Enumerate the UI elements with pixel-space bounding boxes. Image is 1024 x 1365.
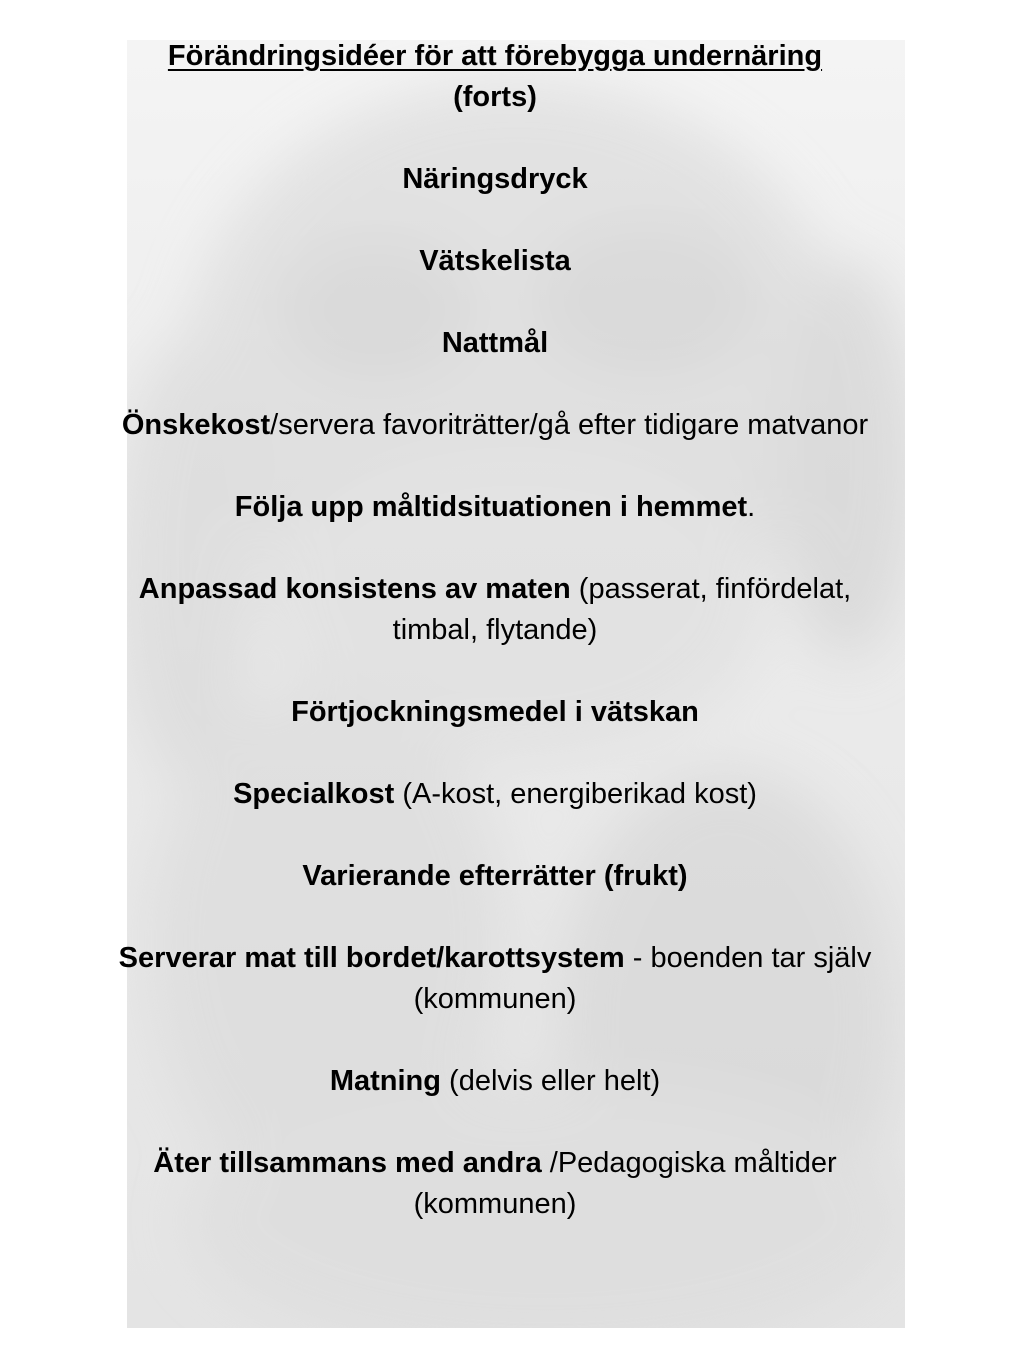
list-item xyxy=(100,323,890,364)
item-text: /Pedagogiska måltider (kommunen) xyxy=(413,1147,837,1220)
list-item xyxy=(100,774,890,815)
item-bold-text: Anpassad konsistens av maten xyxy=(138,573,571,605)
list-item xyxy=(100,692,890,733)
item-bold-text: Äter tillsammans med andra xyxy=(153,1147,542,1179)
list-item xyxy=(100,1061,890,1102)
item-text: (delvis eller helt) xyxy=(440,1065,661,1097)
item-bold-text: Näringsdryck xyxy=(402,163,588,195)
item-bold-text: Matning xyxy=(329,1065,441,1097)
list-item xyxy=(100,405,890,446)
item-text: (A-kost, energiberikad kost) xyxy=(394,778,757,810)
item-bold-text: Specialkost xyxy=(233,778,395,810)
item-bold-text: Nattmål xyxy=(441,327,549,359)
item-text: (passerat, finfördelat, timbal, flytande) xyxy=(392,573,852,646)
list-item xyxy=(100,938,890,1020)
item-text: . xyxy=(747,491,756,523)
title-line-2: (forts) xyxy=(453,81,537,113)
item-bold-text: Varierande efterrätter (frukt) xyxy=(302,860,688,892)
content-block xyxy=(100,36,890,1225)
list-item xyxy=(100,856,890,897)
item-text: /servera favoriträtter/gå efter tidigare matvanor xyxy=(270,409,869,441)
list-item xyxy=(100,487,890,528)
list-item xyxy=(100,241,890,282)
item-bold-text: Vätskelista xyxy=(419,245,571,277)
title-line-1: Förändringsidéer för att förebygga undernäring xyxy=(167,40,823,72)
document-title xyxy=(100,36,890,118)
item-bold-text: Önskekost xyxy=(121,409,271,441)
item-bold-text: Följa upp måltidsituationen i hemmet xyxy=(234,491,748,523)
list-item xyxy=(100,159,890,200)
item-text: - boenden tar själv (kommunen) xyxy=(413,942,872,1015)
item-bold-text: Serverar mat till bordet/karottsystem xyxy=(118,942,625,974)
list-item xyxy=(100,569,890,651)
list-item xyxy=(100,1143,890,1225)
item-bold-text: Förtjockningsmedel i vätskan xyxy=(291,696,699,728)
